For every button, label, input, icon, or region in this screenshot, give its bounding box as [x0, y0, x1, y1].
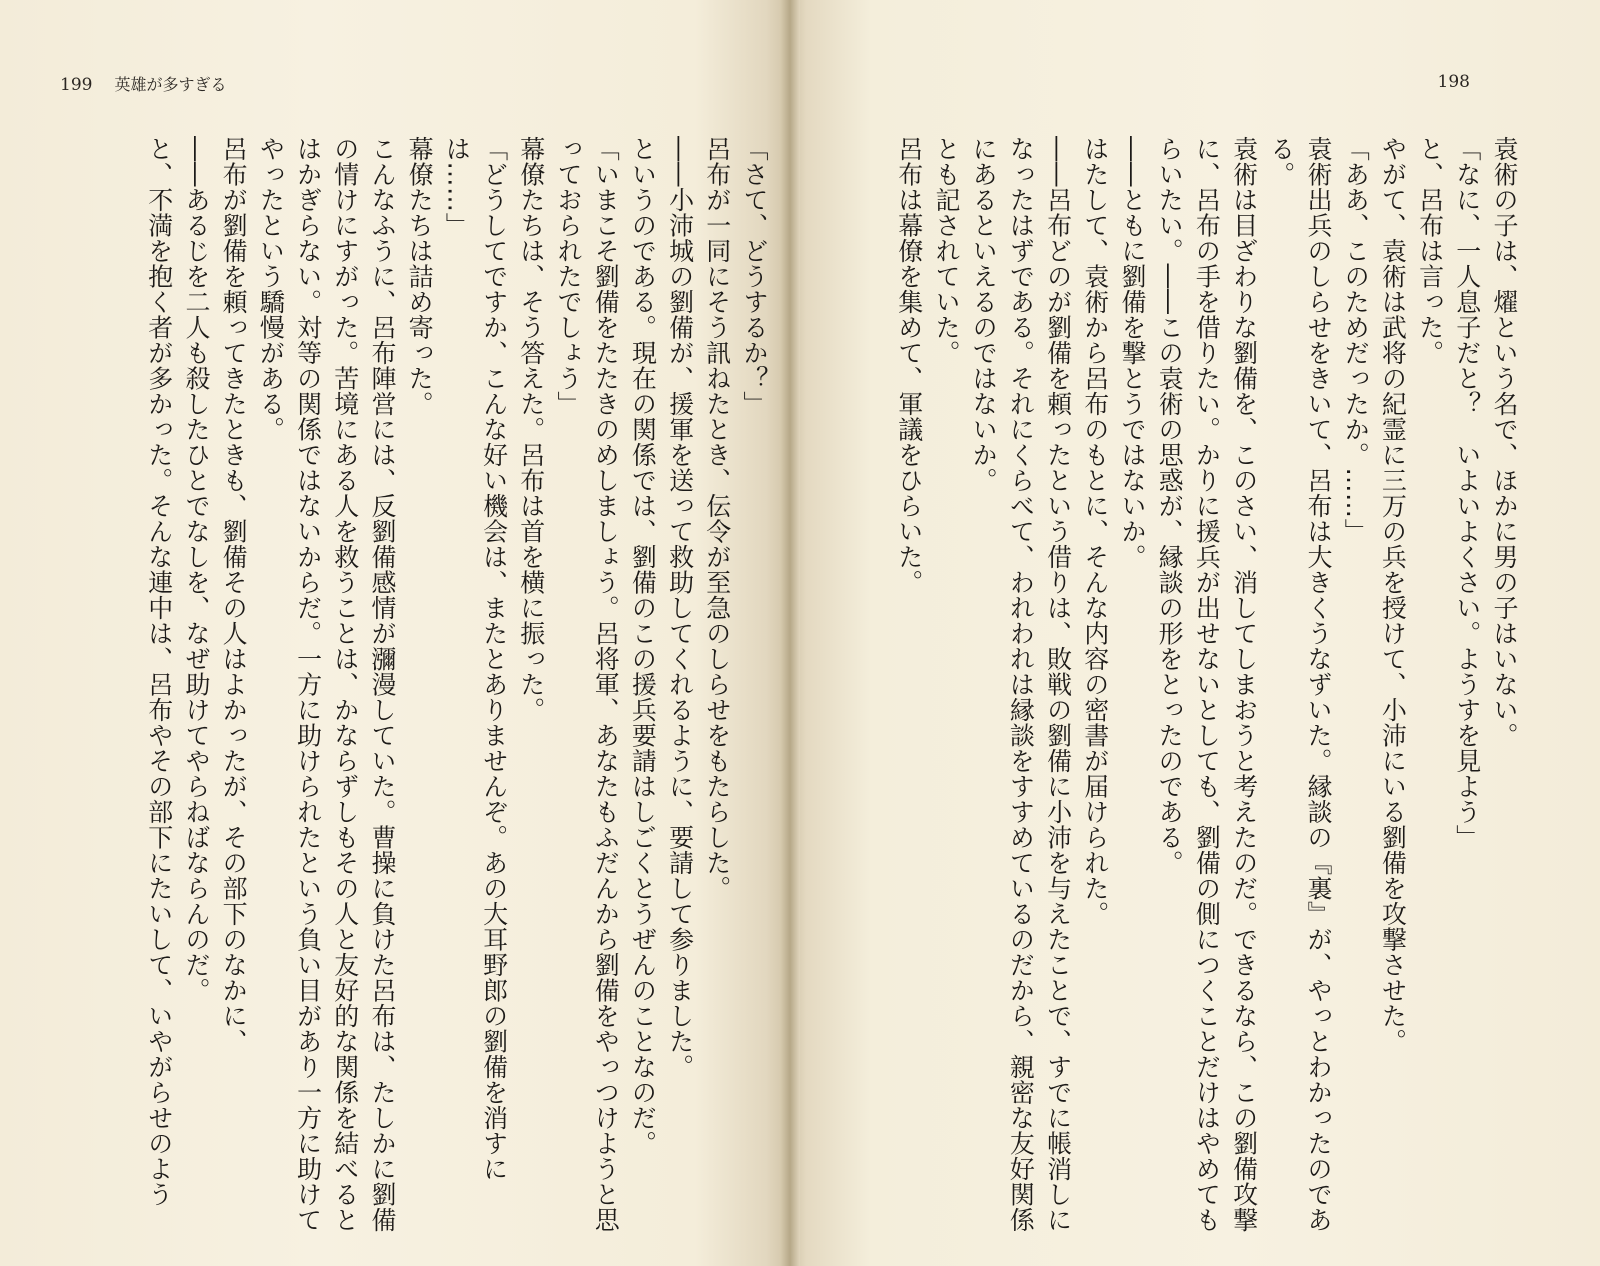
paragraph: 幕僚たちは詰め寄った。	[405, 136, 435, 417]
left-page	[0, 0, 790, 1266]
paragraph: 呂布は幕僚を集めて、軍議をひらいた。	[894, 136, 924, 595]
paragraph: 呂布が一同にそう訊ねたとき、伝令が至急のしらせをもたらした。	[702, 136, 732, 901]
paragraph: 「さて、どうするか？」	[740, 136, 769, 417]
paragraph: 「ああ、このためだったか。……」	[1341, 136, 1371, 544]
right-page-header	[1438, 72, 1470, 92]
paragraph: 呂布が劉備を頼ってきたときも、劉備その人はよかったが、その部下のなかに、	[219, 136, 249, 1054]
paragraph: と、呂布は言った。	[1415, 136, 1445, 366]
right-page-number: 198	[1437, 72, 1470, 92]
left-page-header	[60, 72, 226, 95]
left-page-number: 199	[60, 75, 93, 95]
paragraph: 「いまこそ劉備をたたきのめしましょう。呂将軍、あなたもふだんから劉備をやっつけようと思っておられたでしょう」	[553, 136, 621, 1233]
paragraph: ――あるじを二人も殺したひとでなしを、なぜ助けてやらねばならんのだ。	[181, 136, 211, 1003]
paragraph: 袁術出兵のしらせをきいて、呂布は大きくうなずいた。縁談の『裏』が、やっとわかったのである。	[1266, 136, 1333, 1233]
paragraph: と、不満を抱く者が多かった。そんな連中は、呂布やその部下にたいして、いやがらせのよう	[144, 136, 174, 1207]
paragraph: やがて、袁術は武将の紀霊に三万の兵を授けて、小沛にいる劉備を攻撃させた。	[1378, 136, 1408, 1054]
right-page	[790, 0, 1600, 1266]
paragraph: 幕僚たちは、そう答えた。呂布は首を横に振った。	[516, 136, 546, 723]
paragraph: 「どうしてですか、こんな好い機会は、またとありませんぞ。あの大耳野郎の劉備を消すには……」	[442, 136, 509, 1182]
paragraph: とも記されていた。	[931, 136, 961, 366]
running-title: 英雄が多すぎる	[114, 75, 227, 94]
paragraph: 「なに、一人息子だと？ いよいよくさい。ようすを見よう」	[1452, 136, 1482, 850]
paragraph: はたして、袁術から呂布のもとに、そんな内容の密書が届けられた。	[1080, 136, 1110, 927]
book-gutter	[780, 0, 800, 1266]
left-page-body	[28, 136, 773, 1236]
paragraph: 袁術は目ざわりな劉備を、このさい、消してしまおうと考えたのだ。できるなら、この劉備攻撃に、呂布の手を借りたい。かりに援兵が出せないとしても、劉備の側につくことだけはやめてもらいたい。――この袁術の思惑が、縁談の形をとったのである。	[1155, 136, 1259, 1233]
paragraph: ――小沛城の劉備が、援軍を送って救助してくれるように、要請して参りました。	[665, 136, 695, 1080]
paragraph: こんなふうに、呂布陣営には、反劉備感情が瀰漫していた。曹操に負けた呂布は、たしかに劉備の情けにすがった。苦境にある人を救うことは、かならずしもその人と友好的な関係を結べるとはかぎらない。対等の関係ではないからだ。一方に助けられたという負い目があり一方に助けてやったという驕慢がある。	[256, 136, 397, 1233]
paragraph: というのである。現在の関係では、劉備のこの援兵要請はしごくとうぜんのことなのだ。	[628, 136, 658, 1156]
paragraph: ――ともに劉備を撃とうではないか。	[1117, 136, 1147, 570]
paragraph: ――呂布どのが劉備を頼ったという借りは、敗戦の劉備に小沛を与えたことで、すでに帳消しになったはずである。それにくらべて、われわれは縁談をすすめているのだから、親密な友好関係にあるといえるのではないか。	[969, 136, 1073, 1233]
paragraph: 袁術の子は、燿という名で、ほかに男の子はいない。	[1490, 136, 1519, 748]
right-page-body	[883, 136, 1523, 1236]
